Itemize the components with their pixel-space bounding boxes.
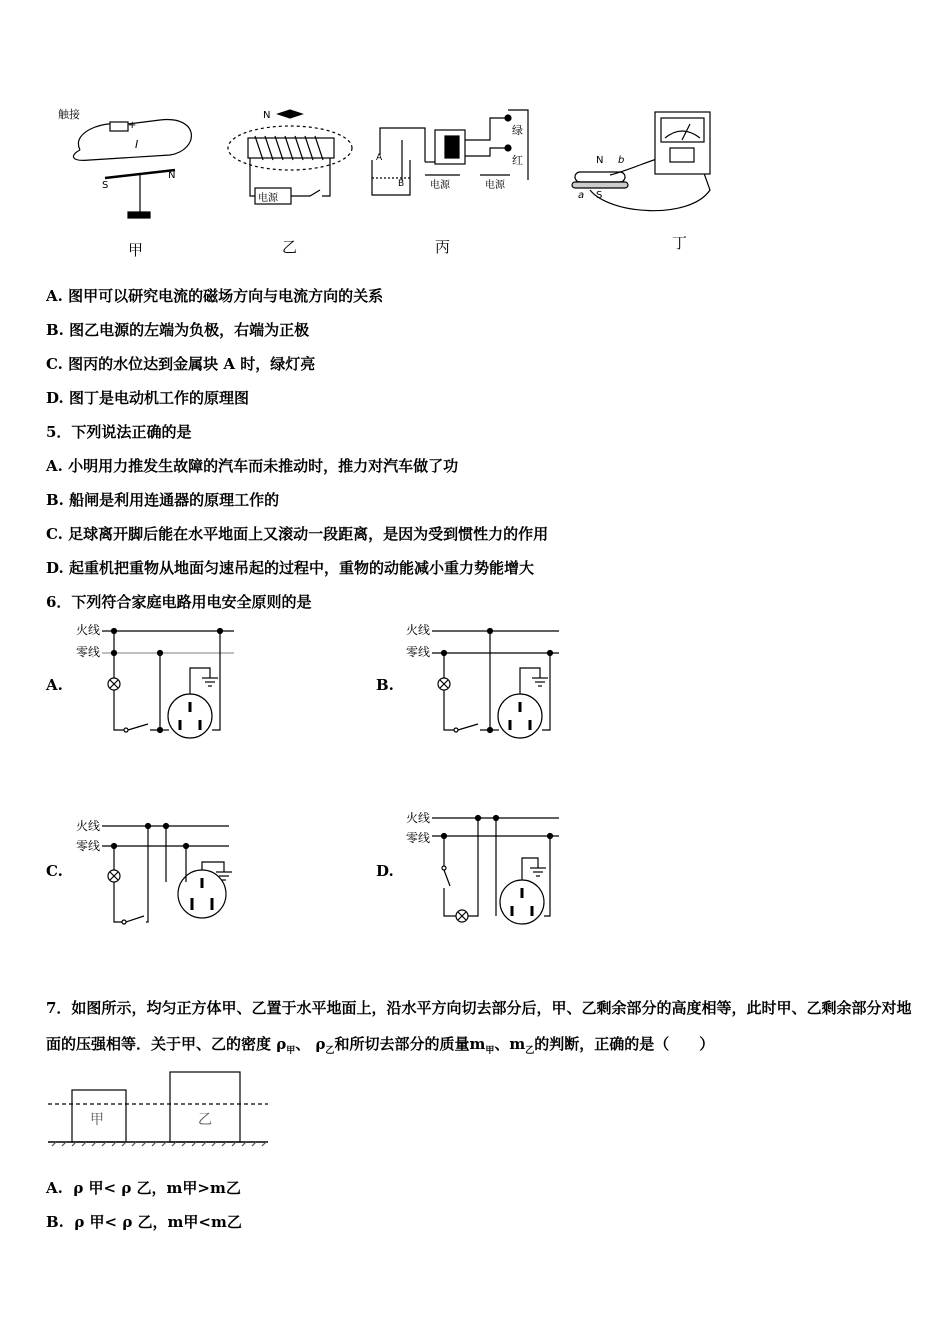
circuit-b-live-label: 火线 [406, 623, 431, 637]
fig-yi-power: 电源 [258, 193, 278, 204]
figure-ding [572, 112, 710, 252]
fig-ding-N: N [596, 155, 604, 166]
q6-option-b-label: B. [376, 676, 394, 694]
fig-bing-red: 红 [512, 154, 523, 167]
fig-bing-power1: 电源 [430, 180, 450, 191]
q6-circuit-b [404, 620, 574, 754]
q4-figures-svg [50, 100, 730, 270]
circuit-d-live-label: 火线 [406, 811, 431, 825]
q5-option-c: C. 足球离开脚后能在水平地面上又滚动一段距离，是因为受到惯性力的作用 [46, 525, 549, 543]
circuit-c-neutral-label: 零线 [76, 839, 101, 853]
q7-figure-yi: 乙 [198, 1112, 212, 1128]
svg-text:+: + [128, 120, 137, 131]
q7-figure [48, 1066, 278, 1160]
fig-jia-N: N [168, 170, 176, 181]
q7-option-a: A. ρ 甲< ρ 乙，m甲>m乙 [46, 1179, 241, 1197]
fig-bing-A: A [376, 153, 383, 163]
figure-yi [228, 110, 352, 256]
fig-jia-I: I [135, 138, 139, 151]
q5-stem: 5．下列说法正确的是 [46, 423, 192, 441]
q4-option-d: D. 图丁是电动机工作的原理图 [46, 389, 249, 407]
q5-option-b: B. 船闸是利用连通器的原理工作的 [46, 491, 280, 509]
q6-circuit-d [404, 806, 574, 940]
q7-figure-svg [48, 1066, 278, 1156]
q6-circuit-c [74, 812, 244, 946]
fig-ding-b: b [618, 155, 625, 166]
q6-option-a-label: A. [46, 676, 63, 694]
fig-bing-caption: 丙 [435, 238, 451, 256]
fig-jia-caption: 甲 [128, 241, 144, 259]
circuit-a-live-label: 火线 [76, 623, 101, 637]
q6-stem: 6．下列符合家庭电路用电安全原则的是 [46, 593, 312, 611]
circuit-a-neutral-label: 零线 [76, 645, 101, 659]
circuit-b-neutral-label: 零线 [406, 645, 431, 659]
q4-option-a: A. 图甲可以研究电流的磁场方向与电流方向的关系 [46, 287, 384, 305]
circuit-d-svg [404, 806, 574, 936]
fig-bing-green: 绿 [512, 124, 523, 137]
figure-bing [372, 110, 528, 256]
q4-option-b: B. 图乙电源的左端为负极，右端为正极 [46, 321, 310, 339]
q6-option-c-label: C. [46, 862, 63, 880]
q4-figures [50, 100, 730, 270]
fig-yi-N: N [263, 110, 271, 121]
q7-figure-jia: 甲 [90, 1112, 104, 1128]
fig-yi-caption: 乙 [282, 238, 298, 256]
figure-jia [58, 107, 191, 259]
fig-bing-power2: 电源 [485, 180, 505, 191]
q4-option-c: C. 图丙的水位达到金属块 A 时，绿灯亮 [46, 355, 316, 373]
q6-circuit-a [74, 620, 244, 754]
fig-ding-S: S [596, 190, 603, 201]
fig-ding-caption: 丁 [672, 234, 688, 252]
fig-ding-a: a [578, 190, 585, 201]
q5-option-a: A. 小明用力推发生故障的汽车而未推动时，推力对汽车做了功 [46, 457, 459, 475]
q7-option-b: B. ρ 甲< ρ 乙，m甲<m乙 [46, 1213, 242, 1231]
fig-jia-touch: 触接 [58, 108, 80, 121]
fig-bing-B: B [398, 179, 405, 189]
q5-option-d: D. 起重机把重物从地面匀速吊起的过程中，重物的动能减小重力势能增大 [46, 559, 534, 577]
circuit-b-svg [404, 620, 574, 750]
circuit-d-neutral-label: 零线 [406, 831, 431, 845]
q7-stem: 7．如图所示，均匀正方体甲、乙置于水平地面上，沿水平方向切去部分后，甲、乙剩余部分的高度相等，此时甲、乙剩余部分对地面的压强相等．关于甲、乙的密度 $\rho_甲$、 $\rho_乙$和所切去部分的质量$m_甲$、$m_乙$的判断，正确的是（ ） [46, 999, 912, 1056]
circuit-a-svg [74, 620, 244, 750]
fig-jia-S: S [102, 180, 109, 191]
q6-option-d-label: D. [376, 862, 394, 880]
circuit-c-svg [74, 812, 244, 942]
circuit-c-live-label: 火线 [76, 819, 101, 833]
